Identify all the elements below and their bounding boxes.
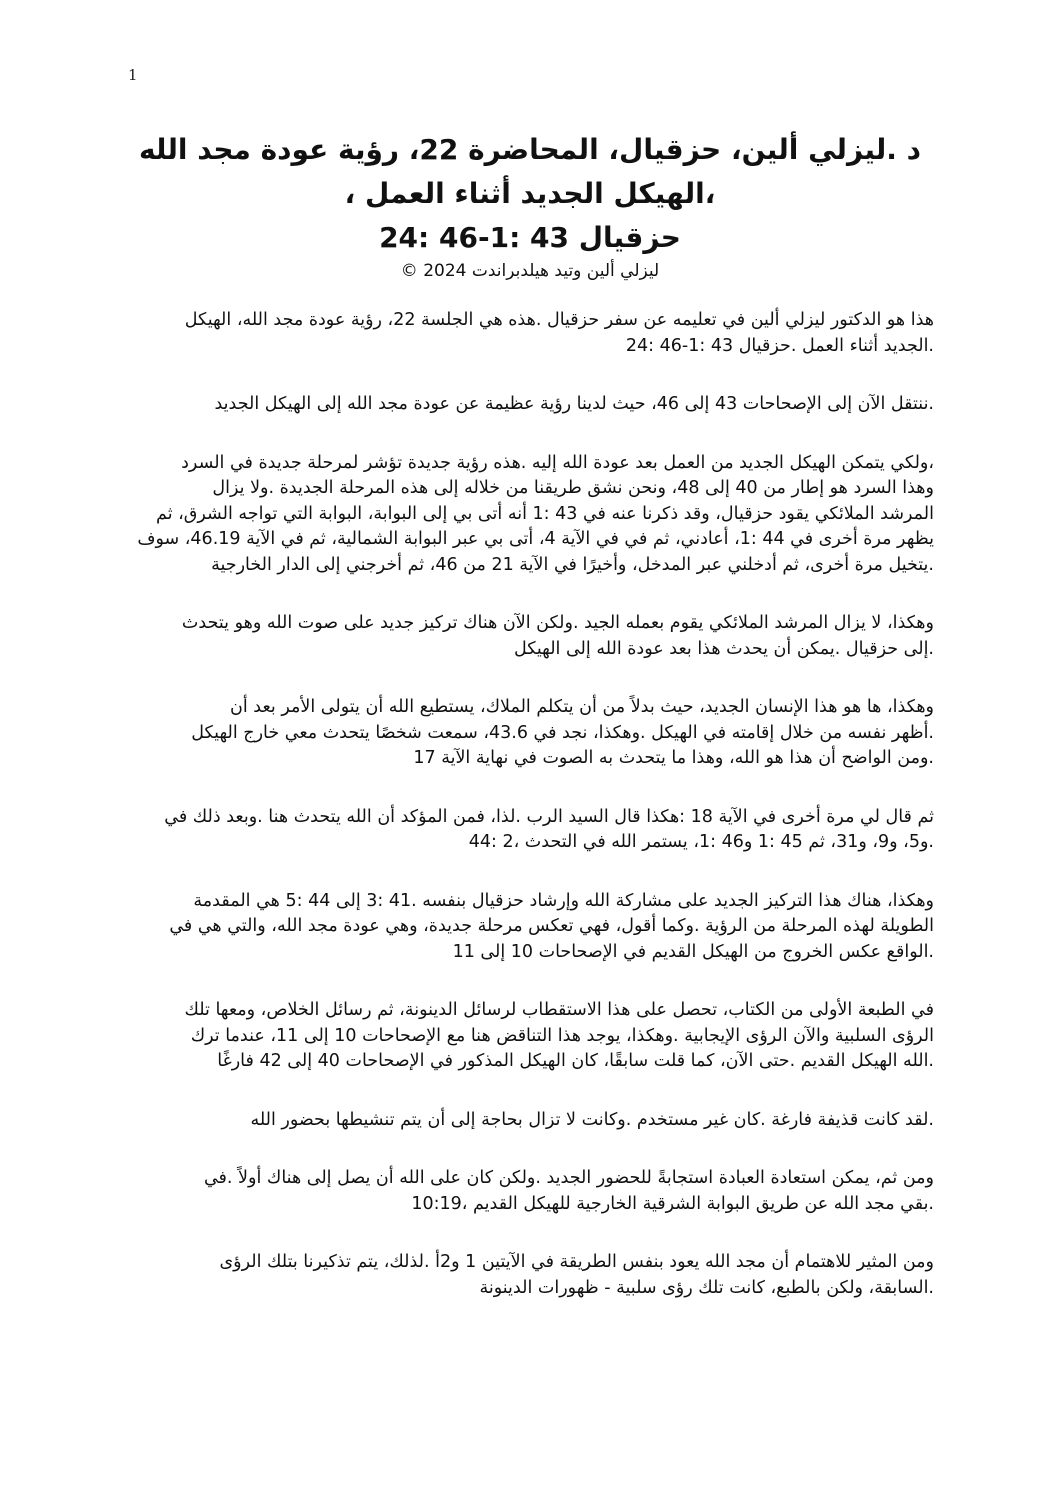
paragraph-line: في الطبعة الأولى من الكتاب، تحصل على هذا الاستقطاب لرسائل الدينونة، ثم رسائل الخلاص، ومعها تلك	[184, 1000, 934, 1020]
paragraph-line: .السابقة، ولكن بالطبع، كانت تلك رؤى سلبية - ظهورات الدينونة	[479, 1277, 934, 1298]
paragraph-line: الطويلة لهذه المرحلة من الرؤية .وكما أقول، فهي تعكس مرحلة جديدة، وهي عودة مجد الله، والتي هي في	[169, 916, 934, 936]
paragraph-line: المرشد الملائكي يقود حزقيال، وقد ذكرنا عنه في 43 :1 أنه أتى بي إلى البوابة، البوابة التي تواجه الشرق، ثم	[156, 503, 934, 524]
paragraph-line: .الجديد أثناء العمل .حزقيال 43 :1-46 :24	[625, 335, 934, 356]
paragraph-line: .أظهر نفسه من خلال إقامته في الهيكل .وهكذا، نجد في 43.6، سمعت شخصًا يتحدث معي خارج الهيكل	[191, 722, 934, 743]
paragraph-empty-shell	[130, 1108, 934, 1134]
paragraph-line: .ومن الواضح أن هذا هو الله، وهذا ما يتحدث به الصوت في نهاية الآية 17	[413, 748, 934, 768]
paragraph-new-focus	[130, 889, 934, 966]
paragraph-first-edition	[130, 998, 934, 1075]
paragraph-line: يظهر مرة أخرى في 44 :1، أعادني، ثم في في الآية 4، أتى بي عبر البوابة الشمالية، ثم في الآية 46.19، سوف	[137, 529, 934, 549]
paragraph-line: .إلى حزقيال .يمكن أن يحدث هذا بعد عودة الله إلى الهيكل	[513, 638, 934, 659]
paragraph-line: ومن المثير للاهتمام أن مجد الله يعود بنفس الطريقة في الآيتين 1 و2أ .لذلك، يتم تذكيرنا بتلك الرؤى	[219, 1252, 934, 1272]
paragraph-line: ثم قال لي مرة أخرى في الآية 18 :هكذا قال السيد الرب .لذا، فمن المؤكد أن الله يتحدث هنا .وبعد ذلك في	[164, 806, 934, 827]
paragraph-line: .لقد كانت قذيفة فارغة .كان غير مستخدم .وكانت لا تزال بحاجة إلى أن يتم تنشيطها بحضور الله	[250, 1109, 934, 1130]
document-header	[130, 128, 930, 284]
paragraph-line: هذا هو الدكتور ليزلي ألين في تعليمه عن سفر حزقيال .هذه هي الجلسة 22، رؤية عودة مجد الله، الهيكل	[184, 310, 934, 330]
paragraph-line: وهذا السرد هو إطار من 40 إلى 48، ونحن نشق طريقنا من خلاله إلى هذه المرحلة الجديدة .ولا يزال	[212, 478, 934, 498]
paragraph-line: .يتخيل مرة أخرى، ثم أدخلني عبر المدخل، وأخيرًا في الآية 21 من 46، ثم أخرجني إلى الدار الخارجية	[211, 554, 934, 575]
copyright-notice: ليزلي ألين وتيد هيلدبراندت 2024 ©	[400, 261, 660, 281]
paragraph-verse-18	[130, 805, 934, 856]
paragraph-intro	[130, 308, 934, 359]
paragraph-line: .الله الهيكل القديم .حتى الآن، كما قلت سابقًا، كان الهيكل المذكور في الإصحاحات 40 إلى 42 فارغًا	[217, 1051, 934, 1071]
title-line-3: حزقيال 43 :1-46 :24	[379, 221, 681, 254]
paragraph-line: .بقي مجد الله عن طريق البوابة الشرقية الخارجية للهيكل القديم ،10:19	[411, 1193, 934, 1214]
paragraph-line: .و5، و9، و31، ثم 45 :1 و46 :1، يستمر الله في التحدث ،2 :44	[468, 832, 934, 852]
paragraph-line: ،ولكي يتمكن الهيكل الجديد من العمل بعد عودة الله إليه .هذه رؤية جديدة تؤشر لمرحلة جديدة في السرد	[181, 452, 934, 473]
page-number: 1	[128, 66, 138, 84]
paragraph-line: .الواقع عكس الخروج من الهيكل القديم في الإصحاحات 10 إلى 11	[452, 941, 934, 962]
paragraph-line: .ننتقل الآن إلى الإصحاحات 43 إلى 46، حيث لدينا رؤية عظيمة عن عودة مجد الله إلى الهيكل الجديد	[214, 394, 934, 414]
paragraph-line: وهكذا، ها هو هذا الإنسان الجديد، حيث بدلاً من أن يتكلم الملاك، يستطيع الله أن يتولى الأمر بعد أن	[230, 697, 934, 717]
paragraph-angelic-guide	[130, 451, 934, 579]
paragraph-line: وهكذا، هناك هذا التركيز الجديد على مشاركة الله وإرشاد حزقيال بنفسه .41 :3 إلى 44 :5 هي المقدمة	[193, 890, 934, 911]
paragraph-line: الرؤى السلبية والآن الرؤى الإيجابية .وهكذا، يوجد هذا التناقض هنا مع الإصحاحات 10 إلى 11، عندما ترك	[190, 1025, 934, 1046]
title-line-2: ،الهيكل الجديد أثناء العمل ،	[344, 177, 716, 210]
paragraph-new-man	[130, 695, 934, 772]
document-body	[130, 308, 934, 1334]
paragraph-chapters	[130, 392, 934, 418]
paragraph-voice-of-god	[130, 611, 934, 662]
paragraph-return	[130, 1250, 934, 1301]
paragraph-worship	[130, 1166, 934, 1217]
paragraph-line: ومن ثم، يمكن استعادة العبادة استجابةً للحضور الجديد .ولكن كان على الله أن يصل إلى هناك أولاً .في	[203, 1168, 934, 1188]
paragraph-line: وهكذا، لا يزال المرشد الملائكي يقوم بعمله الجيد .ولكن الآن هناك تركيز جديد على صوت الله وهو يتحدث	[181, 613, 934, 633]
title-line-1: د .ليزلي ألين، حزقيال، المحاضرة 22، رؤية عودة مجد الله	[138, 133, 922, 166]
